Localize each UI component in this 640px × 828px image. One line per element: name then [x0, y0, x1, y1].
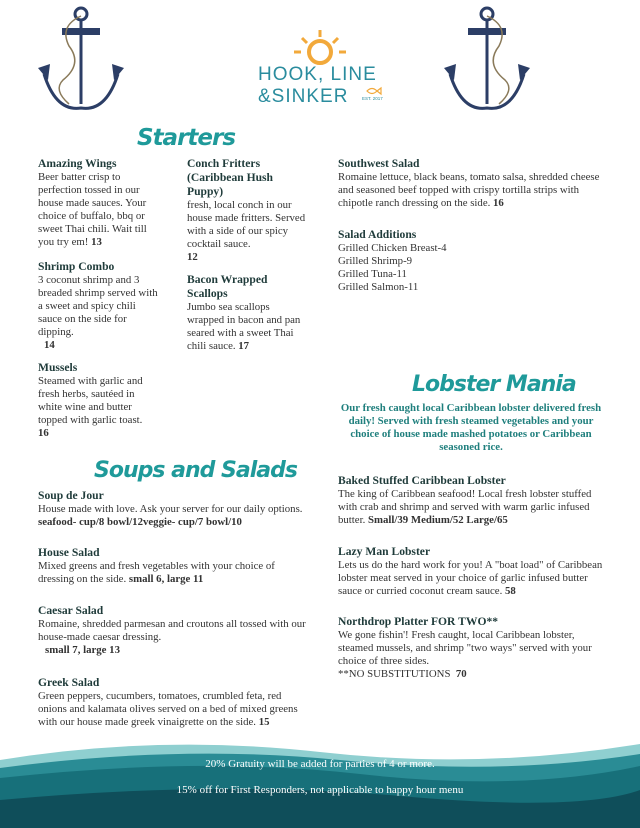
item-desc: Romaine lettuce, black beans, tomato salsa, shredded cheese and seasoned beef topped with crispy tortilla strips with chipotle ranch dressing on the side. 16: [338, 171, 600, 209]
item-desc: Jumbo sea scallops wrapped in bacon and pan seared with a sweet Thai chili sauce. 17: [187, 301, 301, 352]
item-price: small 7, large 13: [45, 643, 120, 656]
item-price: 16: [38, 426, 49, 439]
menu-item-shrimp-combo: [38, 260, 158, 351]
item-desc: 3 coconut shrimp and 3 breaded shrimp served with a sweet and spicy chili sauce on the side for dipping.: [38, 274, 158, 338]
menu-item-wings: [38, 157, 160, 248]
item-note: **NO SUBSTITUTIONS 70: [338, 667, 467, 680]
logo-est: EST. 2017: [362, 96, 383, 101]
item-price: 58: [504, 584, 516, 597]
item-desc: Romaine, shredded parmesan and croutons all tossed with our house-made caesar dressing.: [38, 618, 306, 643]
logo-line1: HOOK, LINE: [258, 64, 377, 85]
menu-item-baked-lobster: [338, 474, 603, 527]
fish-icon: [366, 86, 382, 96]
menu-item-mussels: [38, 361, 160, 440]
item-price: 14: [44, 338, 55, 351]
item-name: Baked Stuffed Caribbean Lobster: [338, 474, 506, 487]
addition-item: Grilled Tuna-11: [338, 267, 407, 280]
item-price: 12: [187, 250, 198, 263]
item-name: Northdrop Platter FOR TWO**: [338, 615, 499, 628]
menu-item-house-salad: [38, 546, 308, 586]
item-name: Southwest Salad: [338, 157, 420, 170]
item-price: 70: [455, 667, 467, 680]
footer-gratuity: 20% Gratuity will be added for parties of 4 or more.: [205, 758, 435, 770]
item-price: Small/39 Medium/52 Large/65: [368, 513, 508, 526]
addition-item: Grilled Salmon-11: [338, 280, 419, 293]
item-price: 15: [258, 715, 270, 728]
item-price: 13: [91, 235, 102, 248]
menu-item-scallops: [187, 273, 309, 353]
starters-title: Starters: [137, 125, 236, 151]
item-name: Salad Additions: [338, 228, 417, 241]
logo-line2: &SINKER: [258, 86, 349, 107]
menu-item-southwest: [338, 157, 603, 210]
menu-item-conch: [187, 157, 307, 264]
item-desc: House made with love. Ask your server for our daily options. seafood- cup/8 bowl/12veggie- cup/7 bowl/10: [38, 503, 303, 528]
item-name: Soup de Jour: [38, 489, 104, 502]
item-desc: We gone fishin'! Fresh caught, local Caribbean lobster, steamed mussels, and shrimp "two ways" served with your choice of three sides.: [338, 629, 592, 667]
item-price: seafood- cup/8 bowl/12veggie- cup/7 bowl/10: [38, 515, 242, 528]
addition-item: Grilled Chicken Breast-4: [338, 242, 447, 254]
item-desc: The king of Caribbean seafood! Local fresh lobster stuffed with crab and shrimp and served with warm garlic infused butter. Small/39 Medium/52 Large/65: [338, 488, 592, 526]
item-desc: Mixed greens and fresh vegetables with your choice of dressing on the side. small 6, large 11: [38, 560, 275, 585]
item-name: Mussels: [38, 361, 78, 374]
menu-item-lazy-lobster: [338, 545, 603, 598]
salad-additions: [338, 228, 603, 294]
menu-item-caesar: [38, 604, 308, 657]
item-price: small 6, large 11: [128, 572, 204, 585]
item-name: Conch Fritters (Caribbean Hush Puppy): [187, 157, 274, 198]
item-name: Bacon Wrapped Scallops: [187, 273, 268, 300]
item-name: Lazy Man Lobster: [338, 545, 431, 558]
item-name: House Salad: [38, 546, 100, 559]
anchor-right-icon: [432, 4, 542, 124]
footer-waves: [0, 730, 640, 828]
lobster-intro: Our fresh caught local Caribbean lobster delivered fresh daily! Served with fresh steamed vegetables and your choice of house made mashed potatoes or Caribbean seasoned rice.: [340, 402, 602, 453]
item-price: 17: [238, 339, 250, 352]
menu-item-soup: [38, 489, 308, 529]
item-price: 16: [493, 196, 504, 209]
anchor-left-icon: [26, 4, 136, 124]
item-name: Amazing Wings: [38, 157, 117, 170]
logo: [252, 28, 392, 118]
footer-responders: 15% off for First Responders, not applicable to happy hour menu: [176, 784, 464, 796]
item-name: Shrimp Combo: [38, 260, 115, 273]
item-name: Greek Salad: [38, 676, 100, 689]
item-desc: Lets us do the hard work for you! A "boat load" of Caribbean lobster meat served in your choice of garlic infused butter sauce or curried coconut cream sauce. 58: [338, 559, 603, 597]
lobster-title: Lobster Mania: [412, 372, 576, 397]
soups-title: Soups and Salads: [94, 458, 297, 483]
menu-item-greek: [38, 676, 308, 729]
item-desc: fresh, local conch in our house made fritters. Served with a side of our spicy cocktail sauce.: [187, 199, 306, 250]
addition-item: Grilled Shrimp-9: [338, 254, 413, 267]
item-desc: Beer batter crisp to perfection tossed in our house made sauces. Your choice of buffalo, bbq or sweet Thai chili. Wait till you try em! 13: [38, 171, 147, 248]
item-desc: Green peppers, cucumbers, tomatoes, crumbled feta, red onions and kalamata olives served on a bed of mixed greens with our house made greek vinaigrette on the side. 15: [38, 690, 298, 728]
item-desc: Steamed with garlic and fresh herbs, sautéed in white wine and butter topped with garlic toast.: [38, 375, 143, 426]
item-name: Caesar Salad: [38, 604, 104, 617]
menu-item-northdrop-platter: [338, 615, 603, 681]
